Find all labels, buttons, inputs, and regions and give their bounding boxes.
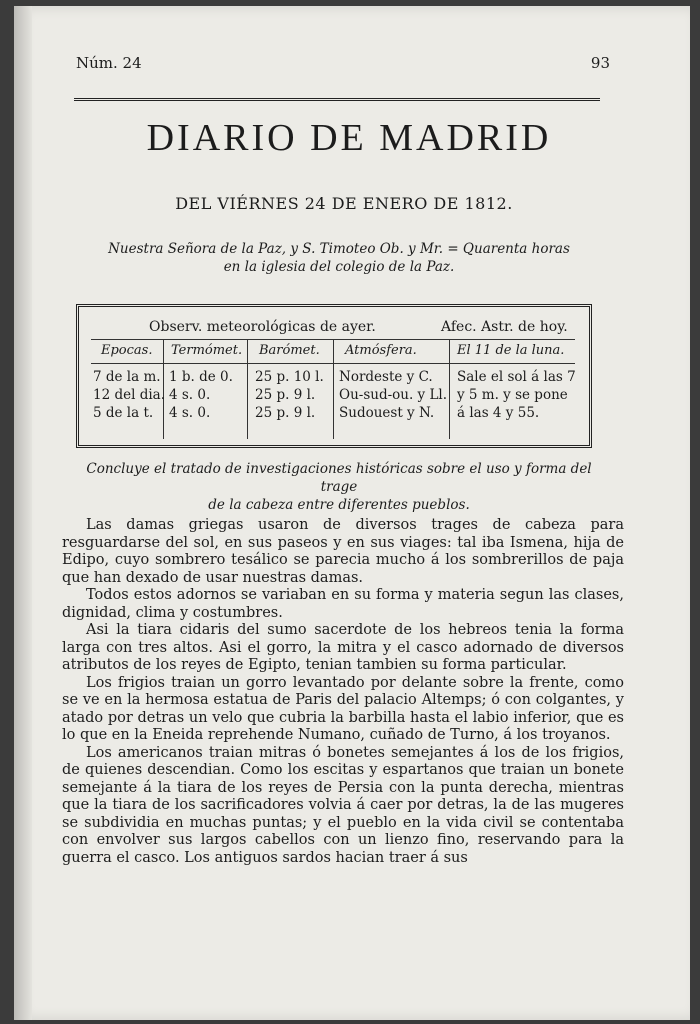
astro-heading: Afec. Astr. de hoy. <box>441 319 568 335</box>
saints-line: Nuestra Señora de la Paz, y S. Timoteo Ob. y Mr. = Quarenta horas <box>108 241 570 257</box>
newspaper-title: DIARIO DE MADRID <box>146 117 552 159</box>
col-divider <box>247 339 248 439</box>
saints-line: en la iglesia del colegio de la Paz. <box>223 259 455 275</box>
article-body <box>62 517 624 867</box>
row-baro: 25 p. 9 l. <box>255 405 316 421</box>
paragraph: Las damas griegas usaron de diversos trages de cabeza para resguardarse del sol, en sus paseos y en sus viages: tal iba Ismena, hija de Edipo, cuyo sombrero tesálico se parecia mucho á los sombrerillos de paja que han dexado de usar nuestras damas. <box>62 517 624 586</box>
paragraph: Los frigios traian un gorro levantado por delante sobre la frente, como se ve en la hermosa estatua de Paris del palacio Altemps; ó con colgantes, y atado por detras un velo que cubria la barbilla hasta el labio inferior, que es lo que en la Eneida reprehende Numano, cuñado de Turno, á los troyanos. <box>62 674 624 743</box>
issue-number: Núm. 24 <box>76 54 142 72</box>
row-epoca: 12 del dia. <box>93 387 166 403</box>
col-header-termometro: Termómet. <box>171 343 243 358</box>
row-atmos: Ou-sud-ou. y Ll. <box>339 387 448 403</box>
intro-line: de la cabeza entre diferentes pueblos. <box>208 497 470 513</box>
header-rule <box>74 98 600 101</box>
row-baro: 25 p. 10 l. <box>255 369 324 385</box>
row-epoca: 5 de la t. <box>93 405 154 421</box>
row-baro: 25 p. 9 l. <box>255 387 316 403</box>
newspaper-page <box>14 6 690 1020</box>
weather-table <box>76 304 592 448</box>
paragraph: Todos estos adornos se variaban en su forma y materia segun las clases, dignidad, clima y costumbres. <box>62 587 624 621</box>
row-atmos: Nordeste y C. <box>339 369 433 385</box>
paragraph: Los americanos traian mitras ó bonetes semejantes á los de los frigios, de quienes descendian. Como los escitas y espartanos que traian un bonete semejante á la tiara de los reyes de Persia con la punta derecha, mientras que la tiara de los sacrificadores volvia á caer por detras, la de las mugeres se subdividia en muchas puntas; y el pueblo en la vida civil se contentaba con envolver sus largos cabellos con un lienzo fino, reservando para la guerra el casco. Los antiguos sardos hacian traer á sus <box>62 744 624 866</box>
article-intro <box>69 460 609 514</box>
intro-line: Concluye el tratado de investigaciones históricas sobre el uso y forma del trage <box>86 461 592 495</box>
col-header-barometro: Barómet. <box>259 343 320 358</box>
row-termo: 1 b. de 0. <box>169 369 233 385</box>
paragraph: Asi la tiara cidaris del sumo sacerdote de los hebreos tenia la forma larga con tres altos. Asi el gorro, la mitra y el casco adornado de diversos atributos de los reyes de Egipto, tenian tambien su forma particular. <box>62 622 624 673</box>
page-number: 93 <box>590 54 610 72</box>
astro-line: Sale el sol á las 7 <box>457 369 576 385</box>
col-divider <box>449 339 450 439</box>
col-divider <box>333 339 334 439</box>
col-header-atmosfera: Atmósfera. <box>345 343 417 358</box>
row-termo: 4 s. 0. <box>169 387 211 403</box>
row-atmos: Sudouest y N. <box>339 405 435 421</box>
book-spine-shadow <box>14 6 32 1020</box>
row-epoca: 7 de la m. <box>93 369 161 385</box>
saints-of-the-day <box>74 240 604 276</box>
weather-heading: Observ. meteorológicas de ayer. <box>149 319 376 335</box>
astro-line: á las 4 y 55. <box>457 405 540 421</box>
issue-date: DEL VIÉRNES 24 DE ENERO DE 1812. <box>175 194 513 213</box>
row-termo: 4 s. 0. <box>169 405 211 421</box>
astro-line: y 5 m. y se pone <box>457 387 568 403</box>
col-header-luna: El 11 de la luna. <box>457 343 565 358</box>
col-header-epocas: Epocas. <box>101 343 153 358</box>
